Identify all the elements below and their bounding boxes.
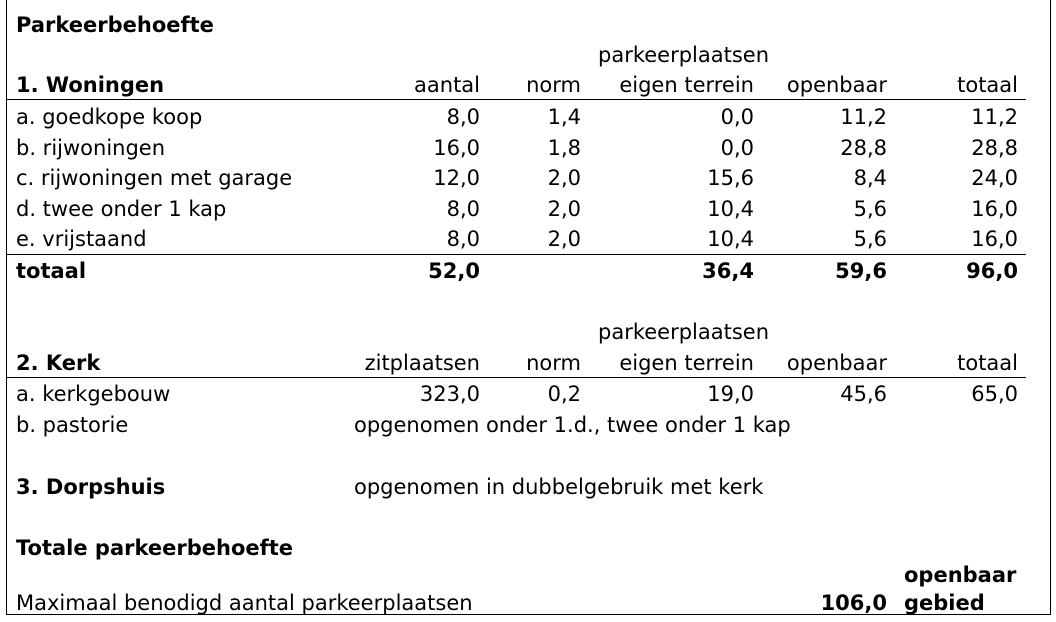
total-cell: 36,4 (702, 259, 754, 283)
summary-unit-line2: gebied (904, 591, 985, 615)
cell: 2,0 (547, 197, 581, 221)
cell: 28,8 (971, 136, 1018, 160)
total-cell: 52,0 (428, 259, 480, 283)
cell: 8,0 (446, 197, 480, 221)
summary-heading: Totale parkeerbehoefte (16, 536, 294, 560)
cell: 0,0 (720, 136, 754, 160)
cell: 0,2 (547, 382, 581, 406)
row-note: opgenomen onder 1.d., twee onder 1 kap (354, 413, 791, 437)
kerk-heading: 2. Kerk (16, 351, 101, 375)
cell: 28,8 (840, 136, 887, 160)
cell: 16,0 (971, 227, 1018, 251)
column-header: totaal (957, 351, 1018, 375)
header-rule (7, 99, 1026, 100)
cell: 2,0 (547, 227, 581, 251)
row-label: b. pastorie (16, 413, 129, 437)
cell: 16,0 (433, 136, 480, 160)
total-cell: 59,6 (835, 259, 887, 283)
cell: 16,0 (971, 197, 1018, 221)
summary-unit-line1: openbaar (904, 563, 1017, 587)
total-label: totaal (16, 259, 87, 283)
header-rule (7, 377, 1026, 378)
summary-value: 106,0 (820, 591, 887, 615)
row-label: b. rijwoningen (16, 136, 166, 160)
cell: 1,4 (547, 105, 581, 129)
column-header: norm (526, 351, 581, 375)
cell: 1,8 (547, 136, 581, 160)
row-label: d. twee onder 1 kap (16, 197, 227, 221)
column-header: openbaar (786, 73, 887, 97)
cell: 8,0 (446, 227, 480, 251)
page-title: Parkeerbehoefte (16, 13, 214, 37)
row-label: a. goedkope koop (16, 105, 203, 129)
row-label: e. vrijstaand (16, 227, 147, 251)
cell: 2,0 (547, 166, 581, 190)
column-header: aantal (414, 73, 480, 97)
row-label: c. rijwoningen met garage (16, 166, 293, 190)
cell: 323,0 (419, 382, 480, 406)
cell: 0,0 (720, 105, 754, 129)
column-header: eigen terrein (619, 351, 754, 375)
kerk-group-header: parkeerplaatsen (598, 320, 770, 344)
cell: 5,6 (853, 227, 887, 251)
cell: 19,0 (707, 382, 754, 406)
total-rule (7, 254, 1026, 255)
woningen-group-header: parkeerplaatsen (598, 43, 770, 67)
cell: 8,0 (446, 105, 480, 129)
cell: 11,2 (840, 105, 887, 129)
cell: 10,4 (707, 197, 754, 221)
dorpshuis-note: opgenomen in dubbelgebruik met kerk (354, 475, 764, 499)
cell: 11,2 (971, 105, 1018, 129)
column-header: eigen terrein (619, 73, 754, 97)
cell: 24,0 (971, 166, 1018, 190)
cell: 5,6 (853, 197, 887, 221)
column-header: openbaar (786, 351, 887, 375)
cell: 8,4 (853, 166, 887, 190)
column-header: norm (526, 73, 581, 97)
column-header: totaal (957, 73, 1018, 97)
cell: 12,0 (433, 166, 480, 190)
row-label: a. kerkgebouw (16, 382, 171, 406)
total-cell: 96,0 (966, 259, 1018, 283)
cell: 15,6 (707, 166, 754, 190)
column-header: zitplaatsen (364, 351, 480, 375)
dorpshuis-heading: 3. Dorpshuis (16, 475, 166, 499)
cell: 65,0 (971, 382, 1018, 406)
cell: 10,4 (707, 227, 754, 251)
summary-label: Maximaal benodigd aantal parkeerplaatsen (16, 591, 473, 615)
woningen-heading: 1. Woningen (16, 73, 165, 97)
cell: 45,6 (840, 382, 887, 406)
